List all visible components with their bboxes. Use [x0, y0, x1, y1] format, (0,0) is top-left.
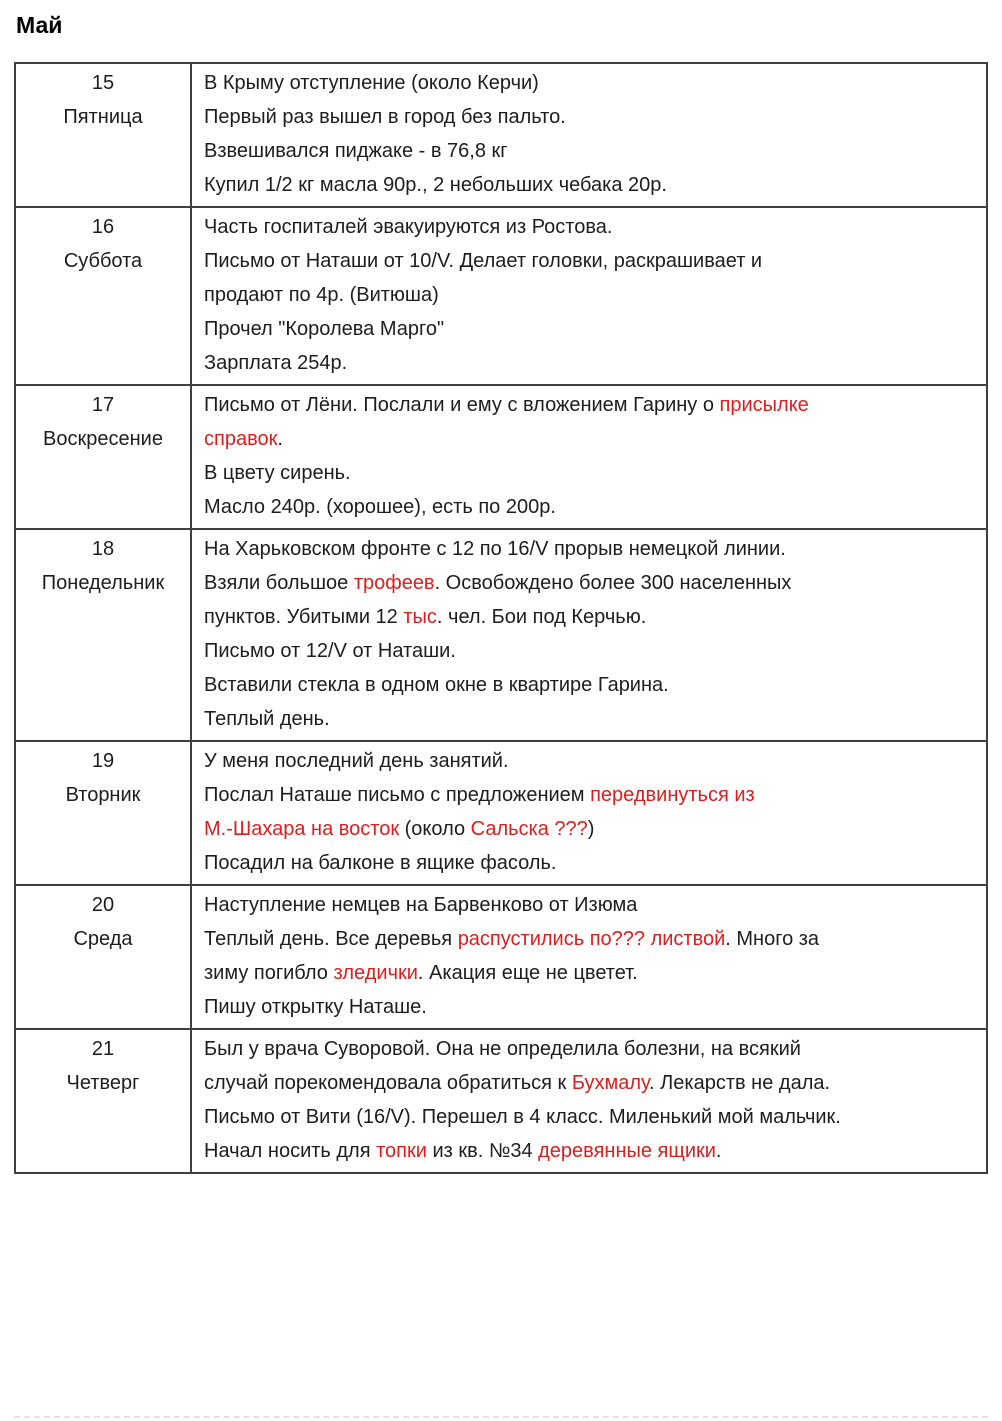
weekday-label: Понедельник: [41, 572, 165, 594]
text-segment: Купил 1/2 кг масла 90р., 2 небольших чебака 20р.: [204, 174, 667, 196]
text-segment: Первый раз вышел в город без пальто.: [204, 106, 566, 128]
date-cell: [16, 1030, 192, 1172]
day-number: 18: [91, 538, 115, 560]
text-segment: Теплый день.: [204, 708, 330, 730]
diary-row: [16, 528, 986, 740]
date-cell: [16, 742, 192, 884]
entry-line: [204, 210, 972, 244]
date-cell: [16, 64, 192, 206]
weekday-label: Воскресение: [43, 428, 163, 450]
diary-row: [16, 384, 986, 528]
entry-cell: [192, 386, 986, 528]
text-segment: Бухмалу: [571, 1072, 650, 1094]
text-segment: Зарплата 254р.: [204, 352, 348, 374]
text-segment: Был у врача Суворовой. Она не определила болезни, на всякий: [204, 1038, 801, 1060]
entry-line: [204, 846, 972, 880]
text-segment: .: [277, 428, 283, 450]
entry-cell: [192, 64, 986, 206]
entry-line: [204, 100, 972, 134]
text-segment: На Харьковском фронте с 12 по 16/V прорыв немецкой линии.: [204, 538, 786, 560]
weekday-label: Пятница: [63, 106, 143, 128]
text-segment: зледички: [333, 962, 418, 984]
text-segment: передвинуться из: [590, 784, 755, 806]
entry-line: [204, 1100, 972, 1134]
entry-line: [204, 66, 972, 100]
entry-line: [204, 346, 972, 380]
entry-cell: [192, 530, 986, 740]
entry-line: [204, 634, 972, 668]
entry-line: [204, 532, 972, 566]
text-segment: Посадил на балконе в ящике фасоль.: [204, 852, 557, 874]
text-segment: Взвешивался пиджаке - в 76,8 кг: [204, 140, 508, 162]
text-segment: Вставили стекла в одном окне в квартире Гарина.: [204, 674, 669, 696]
entry-line: [204, 1134, 972, 1168]
weekday-label: Четверг: [66, 1072, 140, 1094]
entry-line: [204, 566, 972, 600]
date-cell: [16, 530, 192, 740]
text-segment: Пишу открытку Наташе.: [204, 996, 427, 1018]
text-segment: Письмо от Лёни. Послали и ему с вложением Гарину о: [204, 394, 720, 416]
text-segment: случай порекомендовала обратиться к: [204, 1072, 572, 1094]
diary-row: [16, 1028, 986, 1172]
text-segment: . Акация еще не цветет.: [417, 962, 638, 984]
entry-line: [204, 278, 972, 312]
text-segment: справок: [204, 428, 278, 450]
text-segment: . Лекарств не дала.: [649, 1072, 831, 1094]
entry-cell: [192, 208, 986, 384]
entry-line: [204, 600, 972, 634]
text-segment: деревянные ящики: [538, 1140, 716, 1162]
text-segment: зиму погибло: [204, 962, 334, 984]
entry-line: [204, 1066, 972, 1100]
text-segment: Прочел "Королева Марго": [204, 318, 445, 340]
day-number: 19: [91, 750, 115, 772]
text-segment: топки: [376, 1140, 427, 1162]
text-segment: из кв. №34: [426, 1140, 539, 1162]
text-segment: Взяли большое: [204, 572, 354, 594]
text-segment: (около: [399, 818, 471, 840]
text-segment: присылке: [719, 394, 809, 416]
day-number: 16: [91, 216, 115, 238]
page-bottom-ghost-line: [14, 1416, 988, 1418]
entry-line: [204, 456, 972, 490]
text-segment: Послал Наташе письмо с предложением: [204, 784, 591, 806]
date-cell: [16, 386, 192, 528]
diary-row: [16, 884, 986, 1028]
text-segment: распустились по??? листвой: [457, 928, 726, 950]
entry-line: [204, 990, 972, 1024]
entry-line: [204, 668, 972, 702]
text-segment: У меня последний день занятий.: [204, 750, 509, 772]
entry-line: [204, 922, 972, 956]
text-segment: Сальска ???: [470, 818, 588, 840]
day-number: 21: [91, 1038, 115, 1060]
date-cell: [16, 208, 192, 384]
diary-row: [16, 206, 986, 384]
text-segment: В Крыму отступление (около Керчи): [204, 72, 539, 94]
text-segment: М.-Шахара на восток: [204, 818, 400, 840]
entry-line: [204, 134, 972, 168]
entry-line: [204, 168, 972, 202]
weekday-label: Среда: [73, 928, 133, 950]
entry-line: [204, 888, 972, 922]
text-segment: трофеев: [353, 572, 435, 594]
text-segment: В цвету сирень.: [204, 462, 351, 484]
text-segment: Наступление немцев на Барвенково от Изюма: [204, 894, 638, 916]
entry-line: [204, 312, 972, 346]
text-segment: Масло 240р. (хорошее), есть по 200р.: [204, 496, 556, 518]
text-segment: . Освобождено более 300 населенных: [434, 572, 792, 594]
day-number: 20: [91, 894, 115, 916]
entry-line: [204, 702, 972, 736]
text-segment: ): [587, 818, 595, 840]
text-segment: Письмо от 12/V от Наташи.: [204, 640, 456, 662]
entry-line: [204, 490, 972, 524]
diary-row: [16, 740, 986, 884]
text-segment: продают по 4р. (Витюша): [204, 284, 439, 306]
text-segment: пунктов. Убитыми 12: [204, 606, 404, 628]
text-segment: Письмо от Наташи от 10/V. Делает головки, раскрашивает и: [204, 250, 763, 272]
entry-cell: [192, 1030, 986, 1172]
text-segment: тыс: [403, 606, 437, 628]
text-segment: .: [715, 1140, 722, 1162]
entry-cell: [192, 742, 986, 884]
entry-line: [204, 422, 972, 456]
entry-line: [204, 388, 972, 422]
entry-line: [204, 778, 972, 812]
weekday-label: Суббота: [63, 250, 143, 272]
day-number: 15: [91, 72, 115, 94]
text-segment: . Много за: [725, 928, 820, 950]
diary-table: [14, 62, 988, 1174]
weekday-label: Вторник: [65, 784, 141, 806]
entry-line: [204, 956, 972, 990]
entry-line: [204, 812, 972, 846]
entry-cell: [192, 886, 986, 1028]
date-cell: [16, 886, 192, 1028]
diary-row: [16, 64, 986, 206]
month-title: Май: [16, 12, 63, 38]
text-segment: Начал носить для: [204, 1140, 377, 1162]
text-segment: . чел. Бои под Керчью.: [436, 606, 647, 628]
entry-line: [204, 244, 972, 278]
day-number: 17: [91, 394, 115, 416]
text-segment: Письмо от Вити (16/V). Перешел в 4 класс. Миленький мой мальчик.: [204, 1106, 841, 1128]
text-segment: Часть госпиталей эвакуируются из Ростова.: [204, 216, 613, 238]
entry-line: [204, 744, 972, 778]
entry-line: [204, 1032, 972, 1066]
text-segment: Теплый день. Все деревья: [204, 928, 458, 950]
